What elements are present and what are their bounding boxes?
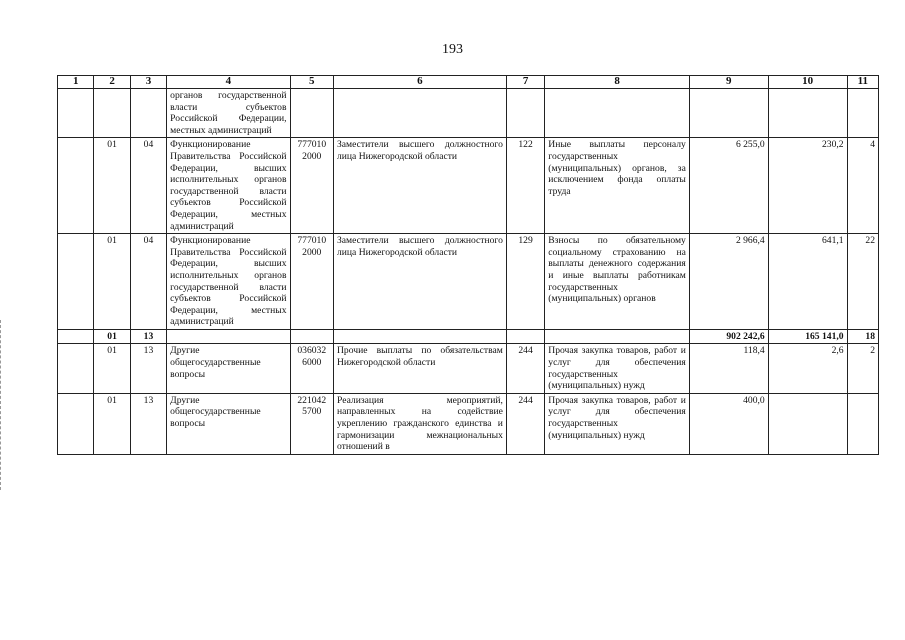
cell-target-code: 777010 2000 <box>290 234 333 330</box>
cell-target-name <box>333 329 506 344</box>
cell-amount-actual: 165 141,0 <box>768 329 847 344</box>
cell-expense-type: 122 <box>506 138 544 234</box>
cell-target-name: Прочие выплаты по обязательствам Нижегородской области <box>333 344 506 393</box>
cell-target-code: 036032 6000 <box>290 344 333 393</box>
table-row <box>58 344 879 393</box>
cell-percent <box>847 393 878 454</box>
cell-target-name: Заместители высшего должностного лица Нижегородской области <box>333 234 506 330</box>
column-header: 8 <box>545 76 690 89</box>
margin-binding-marks <box>0 320 4 490</box>
cell-target-code: 777010 2000 <box>290 138 333 234</box>
cell-target-name: Реализация мероприятий, направленных на содействие укреплению гражданского единства и гармонизации межнациональных отношений в <box>333 393 506 454</box>
cell-amount-plan: 6 255,0 <box>689 138 768 234</box>
cell-expense-type: 244 <box>506 393 544 454</box>
cell-expense-name <box>545 329 690 344</box>
budget-table <box>57 75 879 455</box>
cell-amount-plan: 902 242,6 <box>689 329 768 344</box>
cell-target-name <box>333 89 506 138</box>
cell-expense-name: Прочая закупка товаров, работ и услуг для обеспечения государственных (муниципальных) нужд <box>545 344 690 393</box>
cell-target-code <box>290 89 333 138</box>
cell-subsection: 04 <box>130 138 166 234</box>
column-header: 5 <box>290 76 333 89</box>
cell-percent: 22 <box>847 234 878 330</box>
cell-percent: 4 <box>847 138 878 234</box>
cell-expense-type <box>506 89 544 138</box>
column-header: 2 <box>94 76 130 89</box>
cell-section-name: Функционирование Правительства Российской Федерации, высших исполнительных органов государственной власти субъектов Российской Федерации, местных администраций <box>167 234 290 330</box>
cell-col1 <box>58 329 94 344</box>
cell-expense-type <box>506 329 544 344</box>
table-row <box>58 89 879 138</box>
cell-section-name: Функционирование Правительства Российской Федерации, высших исполнительных органов государственной власти субъектов Российской Федерации, местных администраций <box>167 138 290 234</box>
cell-col1 <box>58 234 94 330</box>
cell-expense-name: Взносы по обязательному социальному страхованию на выплаты денежного содержания и иные выплаты работникам государственных (муниципальных) органов <box>545 234 690 330</box>
table-row <box>58 138 879 234</box>
cell-section: 01 <box>94 138 130 234</box>
column-header: 1 <box>58 76 94 89</box>
cell-expense-type: 129 <box>506 234 544 330</box>
column-header: 3 <box>130 76 166 89</box>
page-number: 193 <box>442 42 463 57</box>
cell-section: 01 <box>94 329 130 344</box>
column-header: 11 <box>847 76 878 89</box>
cell-amount-actual <box>768 393 847 454</box>
cell-amount-plan <box>689 89 768 138</box>
cell-amount-actual: 641,1 <box>768 234 847 330</box>
cell-amount-plan: 400,0 <box>689 393 768 454</box>
cell-amount-actual: 230,2 <box>768 138 847 234</box>
cell-subsection <box>130 89 166 138</box>
cell-section-name: Другие общегосударственные вопросы <box>167 344 290 393</box>
cell-section-name <box>167 329 290 344</box>
cell-col1 <box>58 89 94 138</box>
cell-col1 <box>58 344 94 393</box>
cell-amount-plan: 2 966,4 <box>689 234 768 330</box>
cell-subsection: 13 <box>130 393 166 454</box>
cell-subsection: 13 <box>130 344 166 393</box>
table-row <box>58 234 879 330</box>
column-header: 9 <box>689 76 768 89</box>
cell-subsection: 13 <box>130 329 166 344</box>
cell-section: 01 <box>94 393 130 454</box>
cell-amount-plan: 118,4 <box>689 344 768 393</box>
cell-section: 01 <box>94 234 130 330</box>
column-numbers-row <box>58 76 879 89</box>
column-header: 6 <box>333 76 506 89</box>
cell-expense-name: Прочая закупка товаров, работ и услуг для обеспечения государственных (муниципальных) нужд <box>545 393 690 454</box>
cell-expense-name <box>545 89 690 138</box>
table-row <box>58 393 879 454</box>
cell-amount-actual <box>768 89 847 138</box>
column-header: 7 <box>506 76 544 89</box>
cell-expense-name: Иные выплаты персоналу государственных (муниципальных) органов, за исключением фонда оплаты труда <box>545 138 690 234</box>
cell-percent <box>847 89 878 138</box>
cell-col1 <box>58 393 94 454</box>
cell-section-name: Другие общегосударственные вопросы <box>167 393 290 454</box>
cell-percent: 18 <box>847 329 878 344</box>
cell-target-code <box>290 329 333 344</box>
cell-amount-actual: 2,6 <box>768 344 847 393</box>
subtotal-row <box>58 329 879 344</box>
cell-section: 01 <box>94 344 130 393</box>
cell-percent: 2 <box>847 344 878 393</box>
cell-col1 <box>58 138 94 234</box>
cell-target-name: Заместители высшего должностного лица Нижегородской области <box>333 138 506 234</box>
cell-subsection: 04 <box>130 234 166 330</box>
cell-expense-type: 244 <box>506 344 544 393</box>
cell-section <box>94 89 130 138</box>
column-header: 10 <box>768 76 847 89</box>
cell-section-name: органов государственной власти субъектов Российской Федерации, местных администраций <box>167 89 290 138</box>
cell-target-code: 221042 5700 <box>290 393 333 454</box>
column-header: 4 <box>167 76 290 89</box>
